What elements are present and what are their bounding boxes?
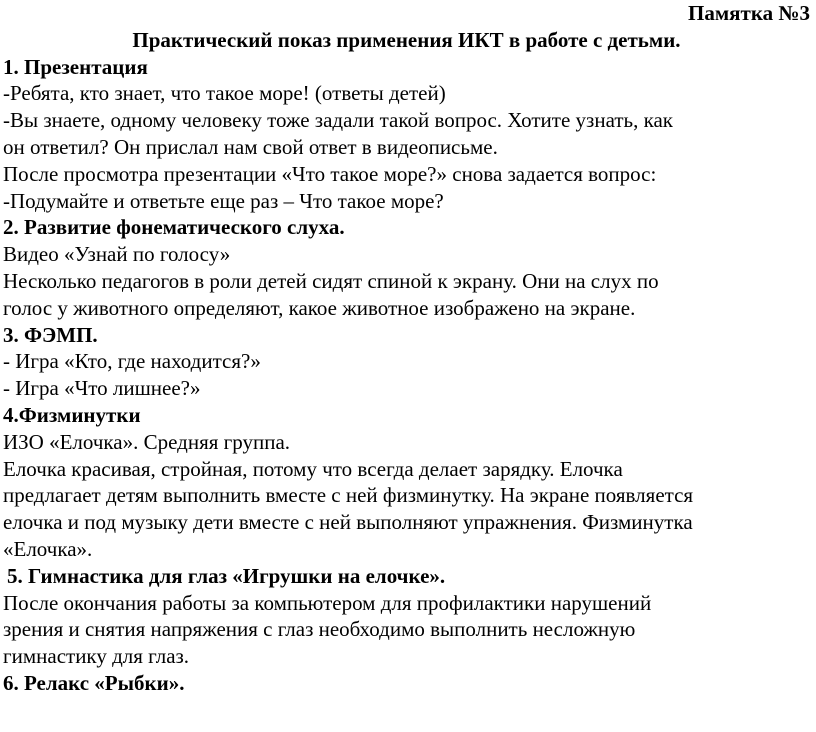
paragraph-line: Видео «Узнай по голосу» bbox=[3, 242, 231, 267]
paragraph-line: -Вы знаете, одному человеку тоже задали такой вопрос. Хотите узнать, как bbox=[3, 108, 674, 133]
section-heading-relax: 6. Релакс «Рыбки». bbox=[3, 670, 185, 695]
section-heading-eye-gymnastics: 5. Гимнастика для глаз «Игрушки на елочке». bbox=[7, 563, 446, 588]
section-heading-femp: 3. ФЭМП. bbox=[3, 322, 98, 347]
section-heading-phonemic-hearing: 2. Развитие фонематического слуха. bbox=[3, 215, 345, 240]
paragraph-line: -Подумайте и ответьте еще раз – Что такое море? bbox=[3, 188, 444, 213]
paragraph-line: предлагает детям выполнить вместе с ней физминутку. На экране появляется bbox=[3, 483, 694, 508]
paragraph-line: Елочка красивая, стройная, потому что всегда делает зарядку. Елочка bbox=[3, 456, 623, 481]
section-heading-presentation: 1. Презентация bbox=[3, 54, 148, 79]
paragraph-line: «Елочка». bbox=[3, 536, 93, 561]
paragraph-line: ИЗО «Елочка». Средняя группа. bbox=[3, 429, 291, 454]
paragraph-line: зрения и снятия напряжения с глаз необходимо выполнить несложную bbox=[3, 617, 636, 642]
paragraph-line: елочка и под музыку дети вместе с ней выполняют упражнения. Физминутка bbox=[3, 510, 693, 535]
paragraph-line: - Игра «Что лишнее?» bbox=[3, 376, 201, 401]
document-title: Практический показ применения ИКТ в работе с детьми. bbox=[132, 27, 681, 52]
paragraph-line: После окончания работы за компьютером для профилактики нарушений bbox=[3, 590, 652, 615]
paragraph-line: гимнастику для глаз. bbox=[3, 644, 190, 669]
paragraph-line: - Игра «Кто, где находится?» bbox=[3, 349, 261, 374]
memo-number: Памятка №3 bbox=[688, 1, 810, 25]
paragraph-line: Несколько педагогов в роли детей сидят спиной к экрану. Они на слух по bbox=[3, 268, 659, 293]
paragraph-line: -Ребята, кто знает, что такое море! (ответы детей) bbox=[3, 81, 446, 106]
paragraph-line: голос у животного определяют, какое животное изображено на экране. bbox=[3, 295, 636, 320]
paragraph-line: он ответил? Он прислал нам свой ответ в видеописьме. bbox=[3, 134, 498, 159]
paragraph-line: После просмотра презентации «Что такое море?» снова задается вопрос: bbox=[3, 161, 657, 186]
section-heading-physical-minutes: 4.Физминутки bbox=[3, 402, 141, 427]
